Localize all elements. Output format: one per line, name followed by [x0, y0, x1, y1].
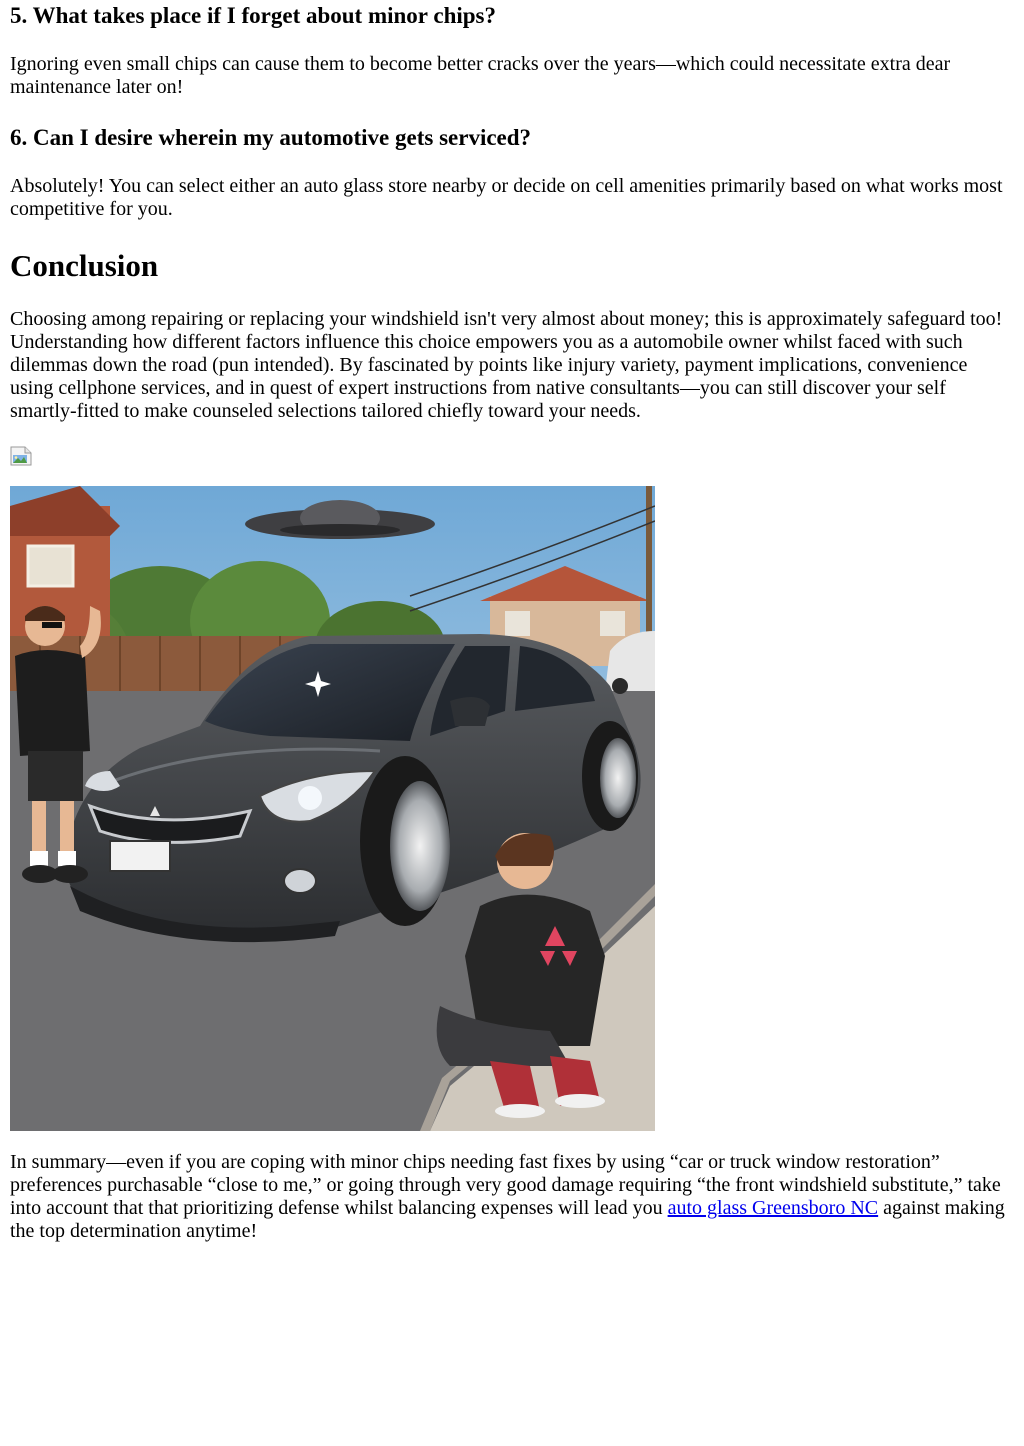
conclusion-heading: Conclusion [10, 248, 159, 283]
auto-glass-greensboro-link[interactable]: auto glass Greensboro NC [667, 1197, 879, 1219]
broken-image-icon [10, 446, 32, 466]
summary-text-after-link: against making the top determination anytime! [10, 1197, 1005, 1242]
summary-paragraph [10, 1151, 1014, 1243]
summary-text-before-link: In summary—even if you are coping with minor chips needing fast fixes by using “car or truck window restoration” preferences purchasable “close to me,” or going through very good damage requiring “the front windshield substitute,” take into account that that prioritizing defense whilst balancing expenses will lead you [10, 1151, 1001, 1219]
faq-answer-5: Ignoring even small chips can cause them to become better cracks over the years—which could necessitate extra dear maintenance later on! [10, 53, 951, 98]
car-photo [10, 486, 655, 1131]
conclusion-paragraph: Choosing among repairing or replacing your windshield isn't very almost about money; this is approximately safeguard too! Understanding how different factors influence this choice empowers you as a automobile owner whilst faced with such dilemmas down the road (pun intended). By fascinated by points like injury variety, payment implications, convenience using cellphone services, and in quest of expert instructions from native consultants—you can still discover your self smartly-fitted to make counseled selections tailored chiefly toward your needs. [10, 308, 1003, 422]
faq-heading-6: 6. Can I desire wherein my automotive gets serviced? [10, 125, 532, 150]
faq-answer-6: Absolutely! You can select either an auto glass store nearby or decide on cell amenities primarily based on what works most competitive for you. [10, 175, 1003, 220]
faq-heading-5: 5. What takes place if I forget about minor chips? [10, 3, 496, 28]
